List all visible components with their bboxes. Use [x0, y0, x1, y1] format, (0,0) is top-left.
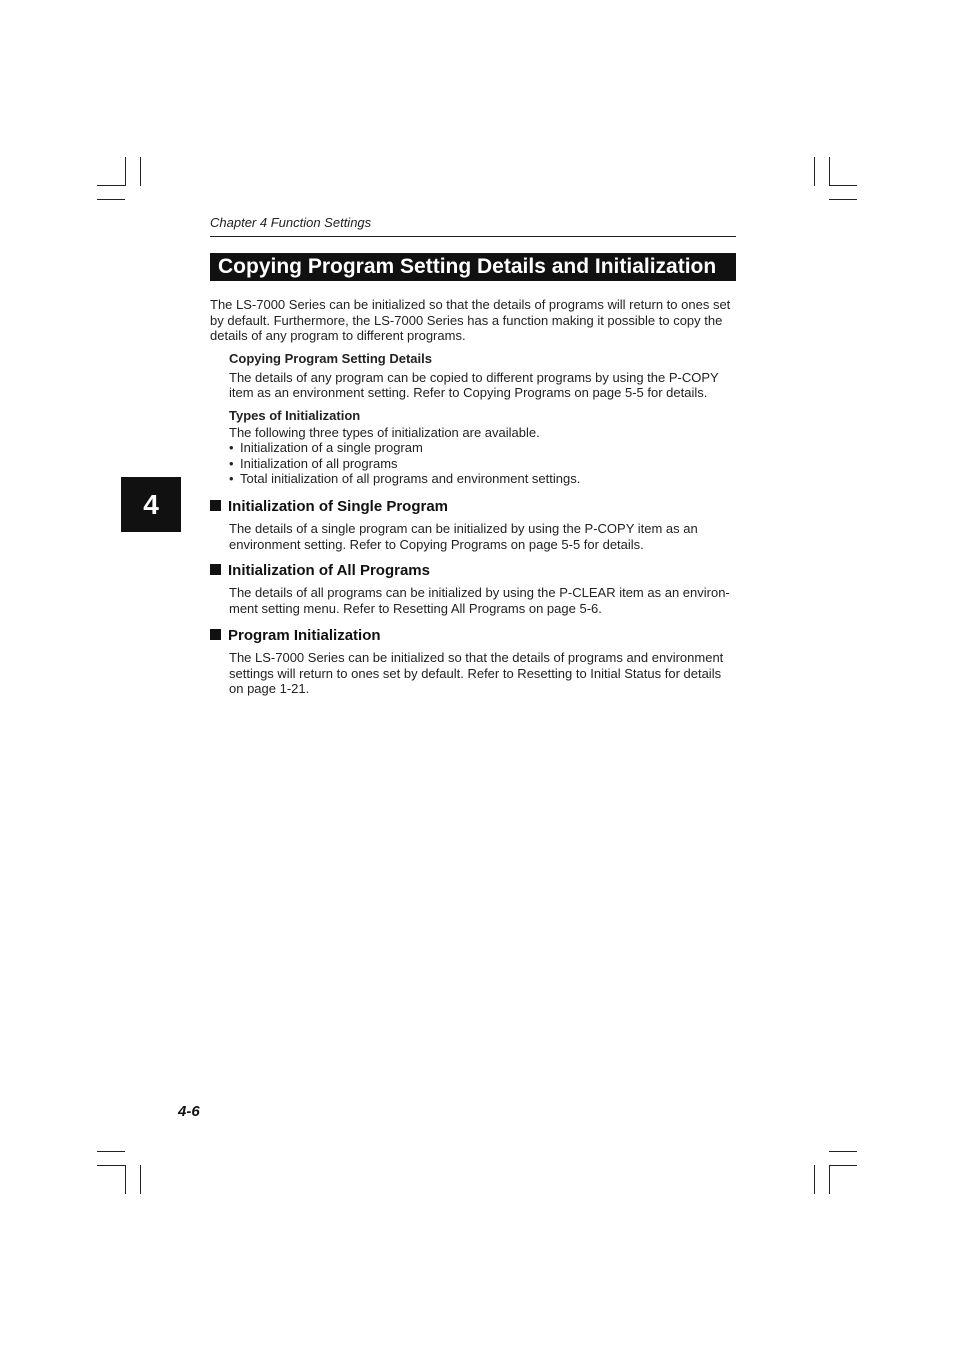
square-bullet-icon — [210, 564, 221, 575]
chapter-header: Chapter 4 Function Settings — [210, 215, 736, 237]
intro-line: details of any program to different programs. — [210, 328, 466, 344]
section-body-program-init — [229, 650, 736, 697]
list-item: • Initialization of all programs — [229, 456, 736, 472]
copying-block — [229, 351, 736, 401]
page-title-bar — [210, 253, 736, 281]
copying-line: The details of any program can be copied to different programs by using the P-COPY — [229, 369, 719, 385]
section-heading-all — [210, 562, 430, 580]
section-heading-program-init — [210, 627, 381, 645]
page-title: Copying Program Setting Details and Initialization — [218, 255, 717, 278]
section-line: The LS-7000 Series can be initialized so that the details of programs and environment — [229, 650, 724, 665]
types-list — [229, 440, 736, 487]
section-line: The details of a single program can be initialized by using the P-COPY item as an — [229, 521, 698, 536]
intro-line: by default. Furthermore, the LS-7000 Series has a function making it possible to copy the — [210, 312, 723, 328]
section-heading-text: Program Initialization — [228, 627, 381, 644]
list-item: • Initialization of a single program — [229, 440, 736, 456]
section-heading-text: Initialization of Single Program — [228, 498, 449, 515]
section-line: The details of all programs can be initialized by using the P-CLEAR item as an environ- — [229, 585, 730, 600]
section-line: ment setting menu. Refer to Resetting All Programs on page 5-6. — [229, 600, 602, 616]
copying-line: item as an environment setting. Refer to Copying Programs on page 5-5 for details. — [229, 385, 708, 401]
square-bullet-icon — [210, 500, 221, 511]
types-intro: The following three types of initialization are available. — [229, 424, 540, 440]
section-line: environment setting. Refer to Copying Programs on page 5-5 for details. — [229, 536, 644, 552]
section-body-single — [229, 521, 736, 552]
page-number: 4-6 — [178, 1103, 200, 1120]
types-block — [229, 408, 736, 487]
copying-heading: Copying Program Setting Details — [229, 351, 432, 366]
section-line: settings will return to ones set by default. Refer to Resetting to Initial Status for details — [229, 665, 722, 681]
section-heading-text: Initialization of All Programs — [228, 562, 430, 579]
intro-line: The LS-7000 Series can be initialized so that the details of programs will return to ones set — [210, 297, 731, 312]
section-heading-single — [210, 498, 448, 516]
list-item: • Total initialization of all programs and environment settings. — [229, 471, 736, 487]
square-bullet-icon — [210, 629, 221, 640]
section-body-all — [229, 585, 736, 616]
types-heading: Types of Initialization — [229, 408, 361, 423]
chapter-tab: 4 — [121, 477, 181, 532]
intro-paragraph — [210, 297, 736, 344]
section-line: on page 1-21. — [229, 681, 310, 697]
